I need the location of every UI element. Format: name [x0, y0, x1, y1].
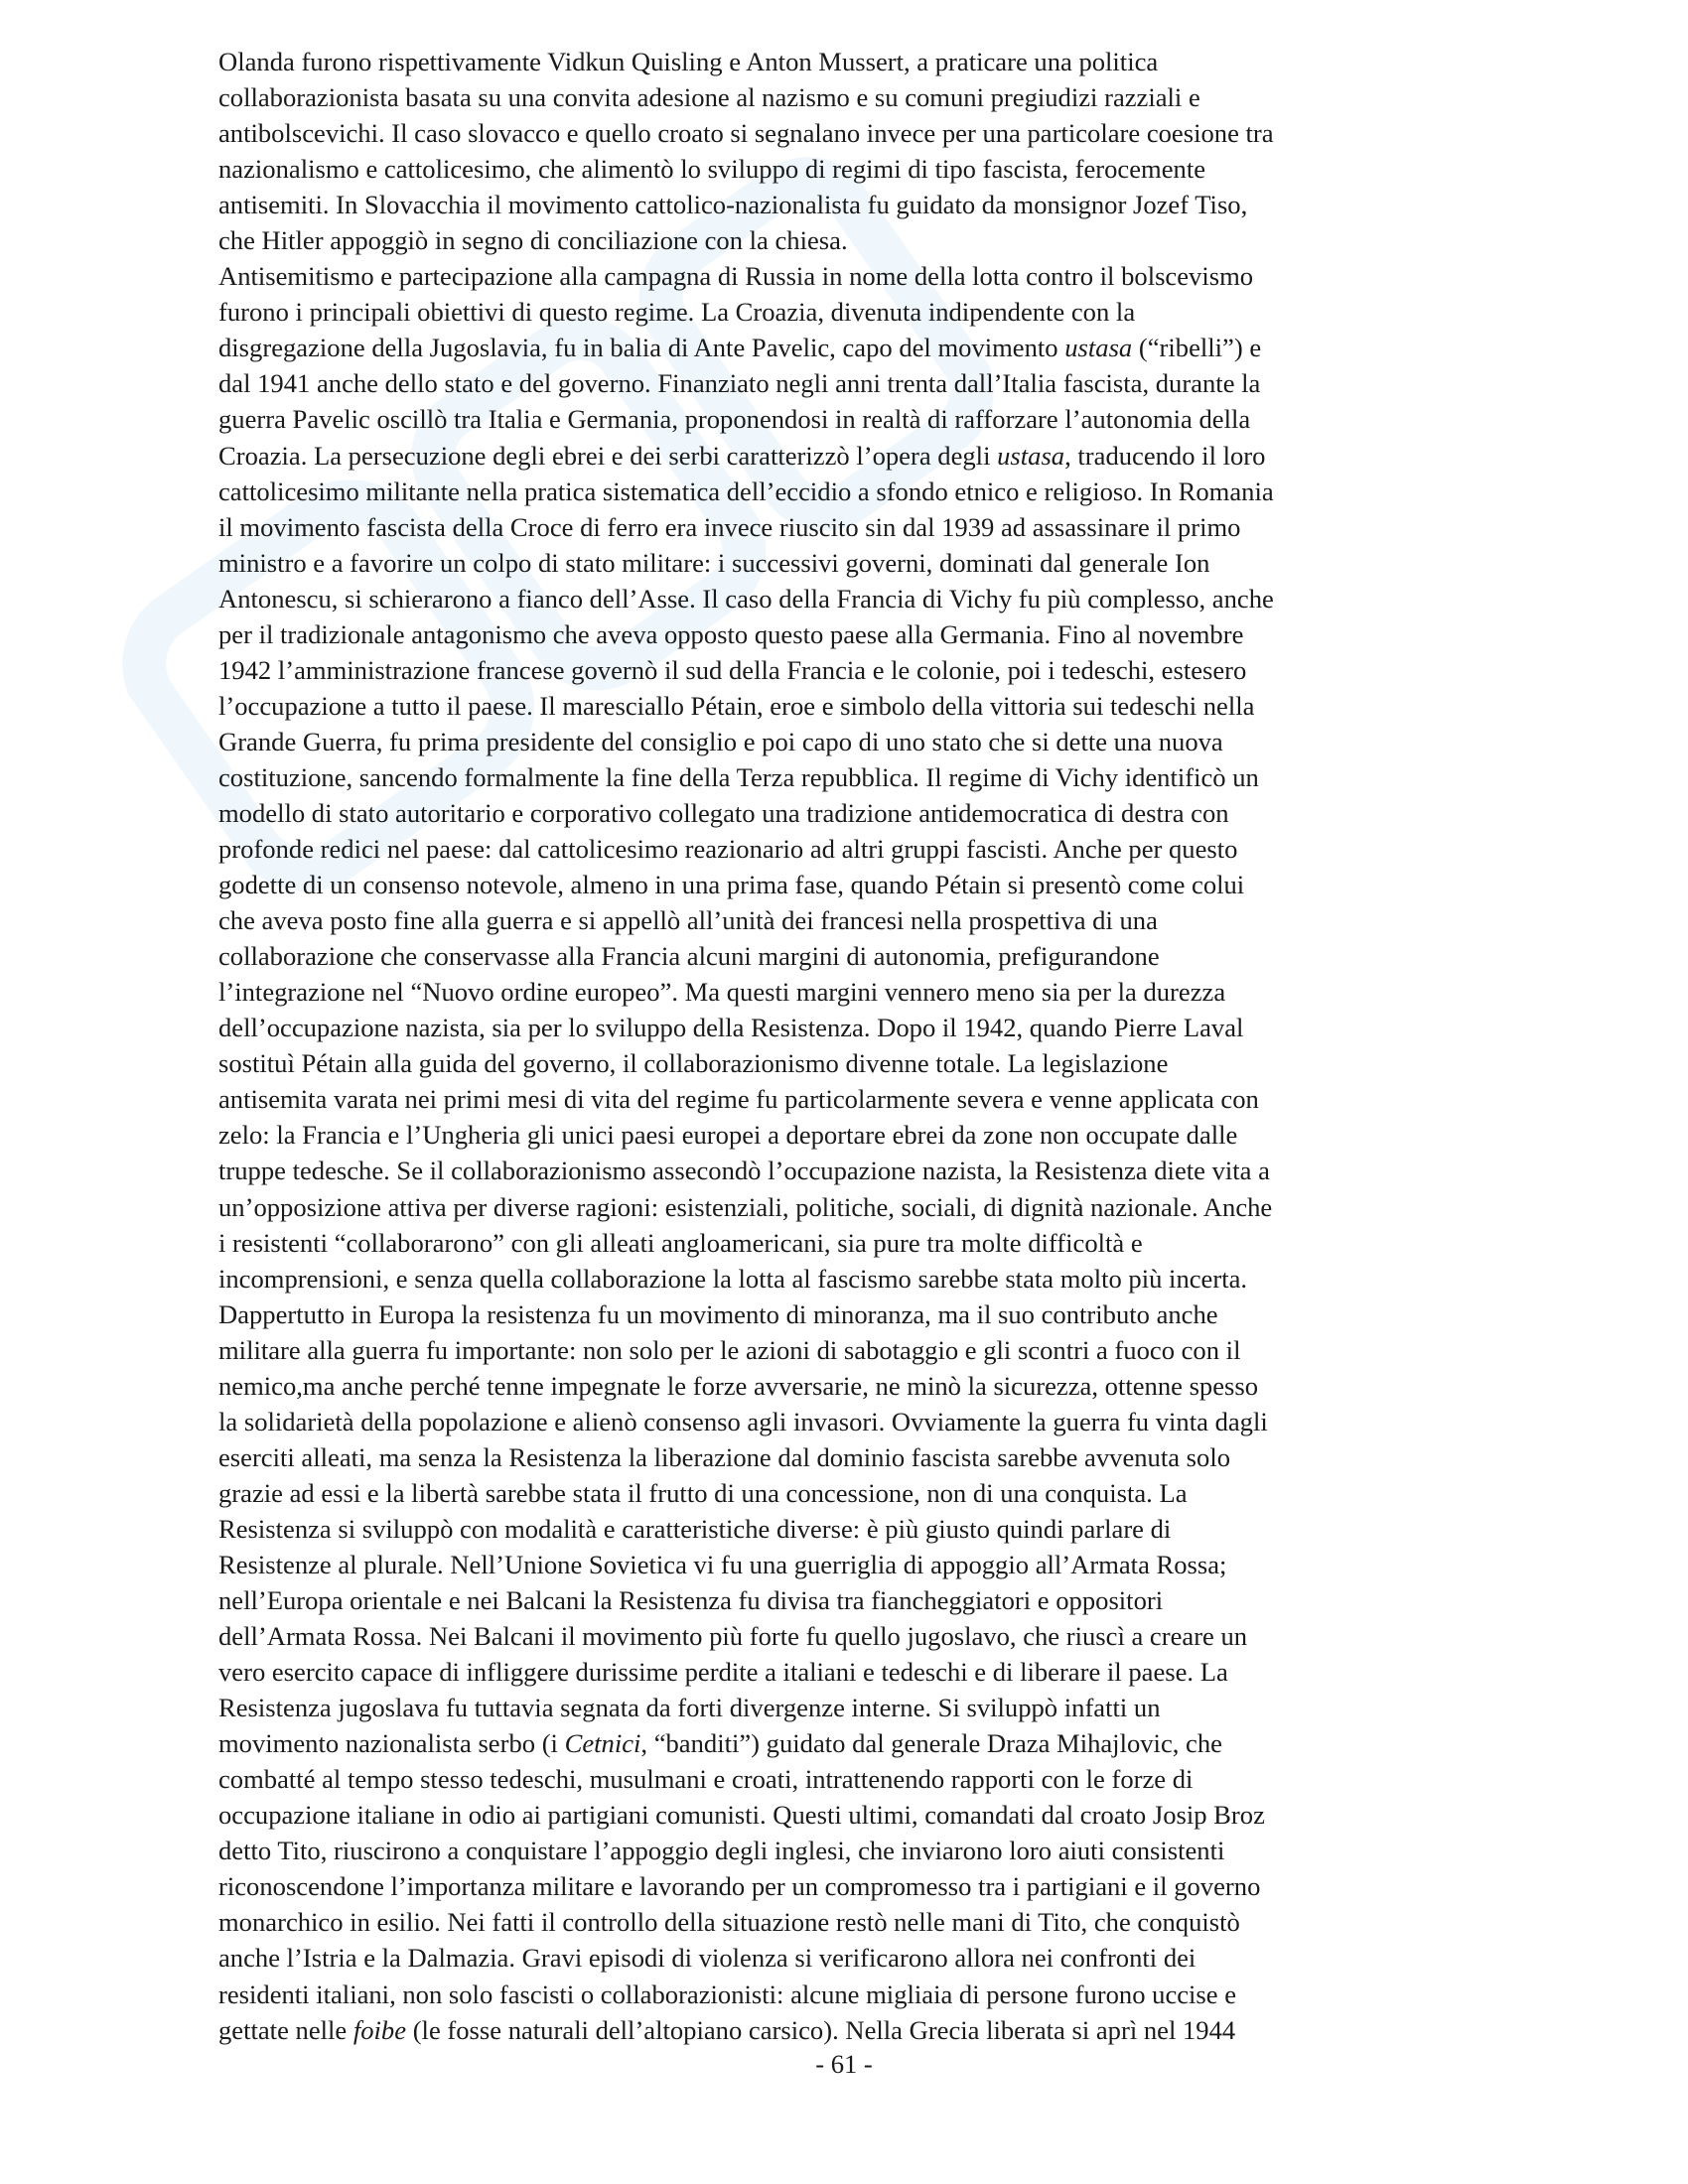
text-line — [218, 902, 1440, 938]
text-segment: furono i principali obiettivi di questo regime. La Croazia, divenuta indipendente con la — [218, 297, 1136, 328]
text-line — [218, 438, 1440, 474]
text-segment: Olanda furono rispettivamente Vidkun Quisling e Anton Mussert, a praticare una politica — [218, 47, 1159, 76]
text-segment: che Hitler appoggiò in segno di conciliazione con la chiesa. — [218, 225, 848, 256]
text-segment: gettate nelle — [218, 2014, 353, 2045]
text-segment: 1942 l’amministrazione francese governò il sud della Francia e le colonie, poi i tedeschi, estesero — [218, 654, 1247, 685]
text-line — [218, 1117, 1440, 1153]
text-line — [218, 1368, 1440, 1404]
text-line — [218, 1654, 1440, 1690]
text-line — [218, 1081, 1440, 1117]
text-segment: la solidarietà della popolazione e alienò consenso agli invasori. Ovviamente la guerra fu vinta dagli — [218, 1406, 1268, 1436]
text-segment: (le fosse naturali dell’altopiano carsico). Nella Grecia liberata si aprì nel 1944 — [406, 2014, 1236, 2045]
text-line — [218, 1332, 1440, 1368]
text-line — [218, 831, 1440, 867]
text-line — [218, 222, 1440, 258]
text-segment: (“ribelli”) e — [1132, 333, 1262, 363]
text-line — [218, 1153, 1440, 1188]
text-line — [218, 1189, 1440, 1225]
text-segment: Resistenze al plurale. Nell’Unione Sovietica vi fu una guerriglia di appoggio all’Armata Rossa; — [218, 1549, 1227, 1579]
text-segment: costituzione, sancendo formalmente la fine della Terza repubblica. Il regime di Vichy identificò un — [218, 761, 1259, 792]
text-segment: collaborazionista basata su una convita adesione al nazismo e su comuni pregiudizi razziali e — [218, 82, 1200, 113]
text-line — [218, 258, 1440, 294]
text-line — [218, 1547, 1440, 1582]
text-line — [218, 938, 1440, 974]
text-segment: i resistenti “collaborarono” con gli alleati angloamericani, sia pure tra molte difficoltà e — [218, 1227, 1143, 1258]
italic-term: Cetnici — [564, 1728, 641, 1759]
text-line — [218, 1797, 1440, 1833]
text-line — [218, 1010, 1440, 1045]
text-line — [218, 44, 1440, 79]
text-line — [218, 1439, 1440, 1475]
text-line — [218, 474, 1440, 509]
text-line — [218, 1511, 1440, 1547]
text-segment: antisemiti. In Slovacchia il movimento cattolico-nazionalista fu guidato da monsignor Jozef Tiso, — [218, 190, 1248, 220]
text-line — [218, 330, 1440, 365]
text-line — [218, 1261, 1440, 1297]
text-segment: residenti italiani, non solo fascisti o collaborazionisti: alcune migliaia di persone furono uccise e — [218, 1979, 1237, 2009]
italic-term: foibe — [352, 2014, 407, 2045]
text-segment: Antisemitismo e partecipazione alla campagna di Russia in nome della lotta contro il bolscevismo — [218, 261, 1254, 292]
text-line — [218, 1404, 1440, 1439]
text-segment: disgregazione della Jugoslavia, fu in balia di Ante Pavelic, capo del movimento — [218, 333, 1065, 363]
text-segment: il movimento fascista della Croce di ferro era invece riuscito sin dal 1939 ad assassinare il primo — [218, 511, 1241, 542]
text-line — [218, 1618, 1440, 1654]
text-line — [218, 759, 1440, 795]
text-segment: dell’occupazione nazista, sia per lo sviluppo della Resistenza. Dopo il 1942, quando Pierre Laval — [218, 1013, 1244, 1043]
text-line — [218, 79, 1440, 115]
text-segment: combatté al tempo stesso tedeschi, musulmani e croati, intrattenendo rapporti con le forze di — [218, 1764, 1194, 1795]
text-line — [218, 652, 1440, 688]
text-segment: incomprensioni, e senza quella collaborazione la lotta al fascismo sarebbe stata molto più incerta. — [218, 1263, 1248, 1294]
text-segment: antisemita varata nei primi mesi di vita del regime fu particolarmente severa e venne applicata con — [218, 1084, 1259, 1115]
text-line — [218, 115, 1440, 151]
text-segment: Resistenza jugoslava fu tuttavia segnata da forti divergenze interne. Si sviluppò infatti un — [218, 1693, 1161, 1723]
text-segment: , “banditi”) guidato dal generale Draza Mihajlovic, che — [640, 1728, 1222, 1759]
text-line — [218, 545, 1440, 581]
text-line — [218, 187, 1440, 222]
text-segment: un’opposizione attiva per diverse ragioni: esistenziali, politiche, sociali, di dignità nazionale. Anche — [218, 1191, 1273, 1222]
text-line — [218, 688, 1440, 724]
text-segment: truppe tedesche. Se il collaborazionismo assecondò l’occupazione nazista, la Resistenza diete vita a — [218, 1156, 1270, 1186]
text-line — [218, 401, 1440, 437]
text-segment: Resistenza si sviluppò con modalità e caratteristiche diverse: è più giusto quindi parlare di — [218, 1513, 1172, 1544]
text-segment: vero esercito capace di infliggere durissime perdite a italiani e tedeschi e di liberare il paese. La — [218, 1657, 1228, 1688]
text-segment: godette di un consenso notevole, almeno in una prima fase, quando Pétain si presentò come colui — [218, 870, 1245, 900]
text-line — [218, 2012, 1440, 2048]
text-segment: occupazione italiane in odio ai partigiani comunisti. Questi ultimi, comandati dal croato Josip Broz — [218, 1800, 1265, 1831]
text-segment: ministro e a favorire un colpo di stato militare: i successivi governi, dominati dal generale Ion — [218, 547, 1210, 578]
text-line — [218, 867, 1440, 902]
page-number: - 61 - — [815, 2049, 873, 2079]
text-segment: profonde redici nel paese: dal cattolicesimo reazionario ad altri gruppi fascisti. Anche per questo — [218, 834, 1238, 865]
italic-term: ustasa — [997, 440, 1065, 471]
text-segment: movimento nazionalista serbo (i — [218, 1728, 565, 1759]
text-line — [218, 1904, 1440, 1940]
text-segment: modello di stato autoritario e corporativo collegato una tradizione antidemocratica di destra con — [218, 797, 1229, 828]
text-line — [218, 1977, 1440, 2012]
text-line — [218, 974, 1440, 1010]
text-line — [218, 1761, 1440, 1797]
text-line — [218, 1833, 1440, 1868]
document-body — [218, 44, 1440, 2048]
text-segment: detto Tito, riuscirono a conquistare l’appoggio degli inglesi, che inviarono loro aiuti consistenti — [218, 1836, 1225, 1866]
text-line — [218, 1475, 1440, 1511]
text-segment: l’integrazione nel “Nuovo ordine europeo”. Ma questi margini vennero meno sia per la durezza — [218, 977, 1226, 1008]
text-segment: nazionalismo e cattolicesimo, che alimentò lo sviluppo di regimi di tipo fascista, ferocemente — [218, 154, 1206, 185]
text-line — [218, 1225, 1440, 1261]
text-segment: sostituì Pétain alla guida del governo, il collaborazionismo divenne totale. La legislazione — [218, 1048, 1169, 1079]
text-segment: guerra Pavelic oscillò tra Italia e Germania, proponendosi in realtà di rafforzare l’autonomia della — [218, 404, 1251, 435]
text-segment: nemico,ma anche perché tenne impegnate le forze avversarie, ne minò la sicurezza, ottenne spesso — [218, 1370, 1259, 1401]
text-line — [218, 1297, 1440, 1332]
text-segment: dal 1941 anche dello stato e del governo. Finanziato negli anni trenta dall’Italia fascista, durante la — [218, 368, 1261, 399]
text-line — [218, 1725, 1440, 1761]
text-segment: che aveva posto fine alla guerra e si appellò all’unità dei francesi nella prospettiva di una — [218, 905, 1158, 936]
text-segment: monarchico in esilio. Nei fatti il controllo della situazione restò nelle mani di Tito, che conquistò — [218, 1907, 1240, 1938]
italic-term: ustasa — [1064, 333, 1133, 363]
text-line — [218, 1582, 1440, 1618]
text-line — [218, 1940, 1440, 1976]
text-segment: riconoscendone l’importanza militare e lavorando per un compromesso tra i partigiani e il governo — [218, 1871, 1261, 1902]
text-segment: dell’Armata Rossa. Nei Balcani il movimento più forte fu quello jugoslavo, che riuscì a creare un — [218, 1621, 1248, 1652]
text-line — [218, 365, 1440, 401]
text-segment: Antonescu, si schierarono a fianco dell’Asse. Il caso della Francia di Vichy fu più complesso, anche — [218, 583, 1274, 614]
text-line — [218, 151, 1440, 187]
text-line — [218, 795, 1440, 831]
text-line — [218, 616, 1440, 652]
text-segment: militare alla guerra fu importante: non solo per le azioni di sabotaggio e gli scontri a fuoco con il — [218, 1334, 1241, 1365]
text-segment: per il tradizionale antagonismo che aveva opposto questo paese alla Germania. Fino al novembre — [218, 618, 1244, 649]
text-segment: collaborazione che conservasse alla Francia alcuni margini di autonomia, prefigurandone — [218, 941, 1160, 972]
text-segment: eserciti alleati, ma senza la Resistenza la liberazione dal dominio fascista sarebbe avvenuta solo — [218, 1441, 1231, 1472]
text-line — [218, 294, 1440, 330]
text-line — [218, 581, 1440, 616]
text-segment: Dappertutto in Europa la resistenza fu un movimento di minoranza, ma il suo contributo anche — [218, 1298, 1218, 1329]
text-segment: l’occupazione a tutto il paese. Il maresciallo Pétain, eroe e simbolo della vittoria sui tedeschi nella — [218, 690, 1255, 721]
text-segment: grazie ad essi e la libertà sarebbe stata il frutto di una concessione, non di una conquista. La — [218, 1477, 1188, 1508]
text-segment: Croazia. La persecuzione degli ebrei e dei serbi caratterizzò l’opera degli — [218, 440, 998, 471]
text-line — [218, 724, 1440, 759]
text-segment: anche l’Istria e la Dalmazia. Gravi episodi di violenza si verificarono allora nei confronti dei — [218, 1943, 1196, 1974]
text-segment: antibolscevichi. Il caso slovacco e quello croato si segnalano invece per una particolare coesione tra — [218, 118, 1274, 149]
text-line — [218, 1045, 1440, 1081]
text-segment: nell’Europa orientale e nei Balcani la Resistenza fu divisa tra fiancheggiatori e oppositori — [218, 1585, 1164, 1616]
text-line — [218, 1690, 1440, 1725]
text-line — [218, 1868, 1440, 1904]
text-segment: , traducendo il loro — [1064, 440, 1266, 471]
text-segment: zelo: la Francia e l’Ungheria gli unici paesi europei a deportare ebrei da zone non occupate dalle — [218, 1120, 1238, 1151]
text-segment: Grande Guerra, fu prima presidente del consiglio e poi capo di uno stato che si dette una nuova — [218, 726, 1223, 756]
text-line — [218, 509, 1440, 545]
text-segment: cattolicesimo militante nella pratica sistematica dell’eccidio a sfondo etnico e religioso. In Romania — [218, 476, 1274, 506]
